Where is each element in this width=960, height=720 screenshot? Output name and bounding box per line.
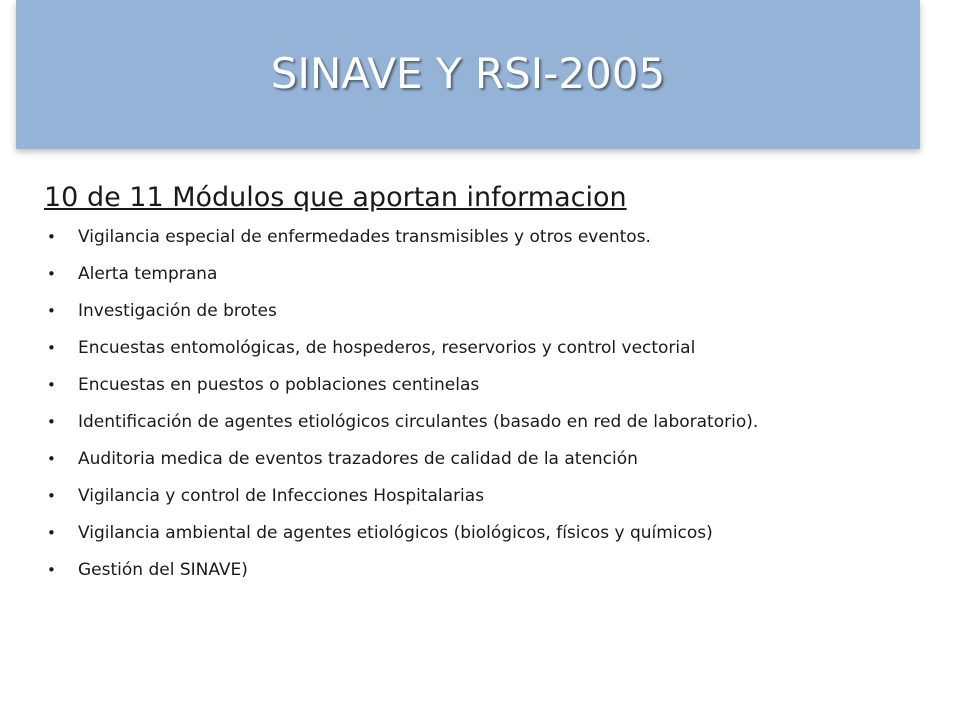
list-item-text: Identificación de agentes etiológicos circulantes (basado en red de laboratorio). (78, 412, 759, 432)
list-item (44, 520, 914, 546)
list-item-text: Alerta temprana (78, 264, 218, 284)
title-band (16, 0, 920, 149)
list-item (44, 224, 914, 250)
slide-subtitle: 10 de 11 Módulos que aportan informacion (44, 182, 627, 213)
bullet-icon: • (47, 450, 56, 468)
bullet-icon: • (47, 376, 56, 394)
list-item (44, 298, 914, 324)
list-item-text: Vigilancia y control de Infecciones Hospitalarias (78, 486, 485, 506)
slide-content (44, 178, 914, 594)
bullet-icon: • (47, 561, 56, 579)
list-item (44, 409, 914, 435)
list-item-text: Vigilancia especial de enfermedades transmisibles y otros eventos. (78, 227, 651, 247)
list-item (44, 557, 914, 583)
list-item (44, 483, 914, 509)
bullet-icon: • (47, 413, 56, 431)
bullet-icon: • (47, 524, 56, 542)
list-item-text: Gestión del SINAVE) (78, 560, 248, 580)
bullet-icon: • (47, 487, 56, 505)
bullet-icon: • (47, 265, 56, 283)
list-item-text: Vigilancia ambiental de agentes etiológicos (biológicos, físicos y químicos) (78, 523, 713, 543)
slide-title: SINAVE Y RSI-2005 (270, 49, 666, 98)
list-item-text: Encuestas entomológicas, de hospederos, reservorios y control vectorial (78, 338, 696, 358)
list-item-text: Encuestas en puestos o poblaciones centinelas (78, 375, 480, 395)
list-item-text: Investigación de brotes (78, 301, 277, 321)
list-item (44, 261, 914, 287)
list-item (44, 446, 914, 472)
list-item (44, 372, 914, 398)
bullet-list (44, 224, 914, 583)
bullet-icon: • (47, 228, 56, 246)
list-item-text: Auditoria medica de eventos trazadores de calidad de la atención (78, 449, 638, 469)
bullet-icon: • (47, 339, 56, 357)
bullet-icon: • (47, 302, 56, 320)
list-item (44, 335, 914, 361)
